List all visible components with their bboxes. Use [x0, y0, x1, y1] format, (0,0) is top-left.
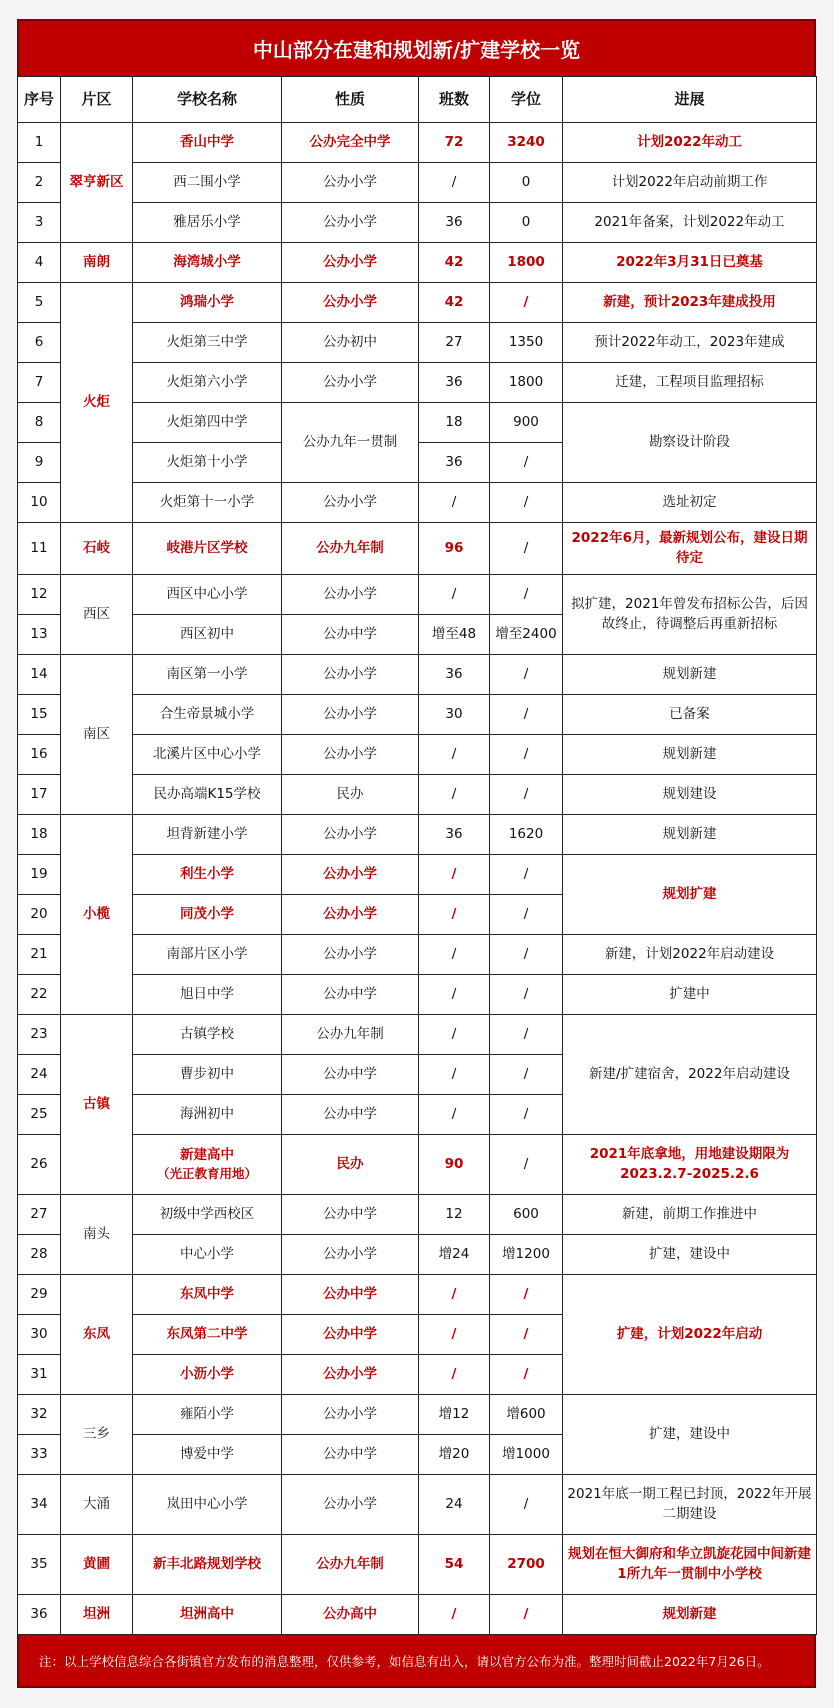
classes-cell: 增24	[419, 1235, 490, 1275]
classes-cell: 30	[419, 695, 490, 735]
school-name-cell: 旭日中学	[133, 975, 282, 1015]
header-row	[18, 77, 817, 123]
row-number: 8	[18, 403, 61, 443]
row-number: 11	[18, 523, 61, 575]
classes-cell: /	[419, 975, 490, 1015]
classes-cell: /	[419, 1595, 490, 1635]
row-number: 35	[18, 1535, 61, 1595]
row-number: 36	[18, 1595, 61, 1635]
classes-cell: 36	[419, 655, 490, 695]
header-no: 序号	[18, 77, 61, 123]
nature-cell: 公办小学	[282, 1355, 419, 1395]
school-name-cell: 岐港片区学校	[133, 523, 282, 575]
nature-cell: 民办	[282, 775, 419, 815]
nature-cell: 公办小学	[282, 695, 419, 735]
school-name-cell: 香山中学	[133, 123, 282, 163]
school-name-cell: 东凤第二中学	[133, 1315, 282, 1355]
progress-cell: 拟扩建，2021年曾发布招标公告，后因故终止，待调整后再重新招标	[563, 575, 817, 655]
school-name-cell: 雅居乐小学	[133, 203, 282, 243]
classes-cell: /	[419, 735, 490, 775]
nature-cell: 公办中学	[282, 615, 419, 655]
school-name-cell: 新丰北路规划学校	[133, 1535, 282, 1595]
progress-cell: 迁建，工程项目监理招标	[563, 363, 817, 403]
nature-cell: 公办九年一贯制	[282, 403, 419, 483]
classes-cell: 42	[419, 283, 490, 323]
classes-cell: /	[419, 1095, 490, 1135]
classes-cell: 42	[419, 243, 490, 283]
school-name-cell: 坦背新建小学	[133, 815, 282, 855]
school-name-cell: 西二围小学	[133, 163, 282, 203]
school-name-cell	[133, 1135, 282, 1195]
nature-cell: 公办九年制	[282, 523, 419, 575]
nature-cell: 公办中学	[282, 975, 419, 1015]
classes-cell: /	[419, 575, 490, 615]
progress-cell: 计划2022年动工	[563, 123, 817, 163]
row-number: 23	[18, 1015, 61, 1055]
header-classes: 班数	[419, 77, 490, 123]
district-cell: 大涌	[61, 1475, 133, 1535]
table-row	[18, 935, 817, 975]
table-row	[18, 123, 817, 163]
row-number: 27	[18, 1195, 61, 1235]
school-name-cell: 小沥小学	[133, 1355, 282, 1395]
classes-cell: 12	[419, 1195, 490, 1235]
school-name-cell: 坦洲高中	[133, 1595, 282, 1635]
school-name-cell: 鸿瑞小学	[133, 283, 282, 323]
seats-cell: 1800	[490, 243, 563, 283]
progress-cell: 扩建，建设中	[563, 1395, 817, 1475]
table-row	[18, 363, 817, 403]
classes-cell: 18	[419, 403, 490, 443]
table-row	[18, 775, 817, 815]
table-row	[18, 1595, 817, 1635]
row-number: 5	[18, 283, 61, 323]
seats-cell: /	[490, 443, 563, 483]
header-school-name: 学校名称	[133, 77, 282, 123]
table-row	[18, 483, 817, 523]
progress-cell: 新建，预计2023年建成投用	[563, 283, 817, 323]
seats-cell: 增600	[490, 1395, 563, 1435]
seats-cell: /	[490, 523, 563, 575]
district-cell: 石岐	[61, 523, 133, 575]
nature-cell: 公办九年制	[282, 1015, 419, 1055]
row-number: 16	[18, 735, 61, 775]
school-name-cell: 北溪片区中心小学	[133, 735, 282, 775]
school-list-sheet	[17, 19, 816, 1688]
row-number: 20	[18, 895, 61, 935]
seats-cell: /	[490, 1355, 563, 1395]
school-name-cell: 海洲初中	[133, 1095, 282, 1135]
nature-cell: 公办小学	[282, 363, 419, 403]
row-number: 4	[18, 243, 61, 283]
seats-cell: /	[490, 1275, 563, 1315]
seats-cell: /	[490, 1595, 563, 1635]
progress-cell: 规划扩建	[563, 855, 817, 935]
district-cell: 南区	[61, 655, 133, 815]
nature-cell: 公办小学	[282, 243, 419, 283]
school-name-cell: 火炬第十一小学	[133, 483, 282, 523]
seats-cell: /	[490, 735, 563, 775]
school-table	[17, 76, 817, 1635]
row-number: 19	[18, 855, 61, 895]
progress-cell: 勘察设计阶段	[563, 403, 817, 483]
table-row	[18, 1235, 817, 1275]
seats-cell: 0	[490, 203, 563, 243]
school-name-cell: 西区中心小学	[133, 575, 282, 615]
district-cell: 古镇	[61, 1015, 133, 1195]
table-row	[18, 695, 817, 735]
classes-cell: 96	[419, 523, 490, 575]
table-row	[18, 243, 817, 283]
row-number: 2	[18, 163, 61, 203]
progress-cell: 2022年6月，最新规划公布，建设日期待定	[563, 523, 817, 575]
nature-cell: 公办小学	[282, 483, 419, 523]
school-name-cell: 火炬第十小学	[133, 443, 282, 483]
classes-cell: /	[419, 1055, 490, 1095]
progress-cell: 2021年底拿地，用地建设期限为2023.2.7-2025.2.6	[563, 1135, 817, 1195]
seats-cell: /	[490, 655, 563, 695]
school-name-cell: 合生帝景城小学	[133, 695, 282, 735]
row-number: 17	[18, 775, 61, 815]
seats-cell: 900	[490, 403, 563, 443]
row-number: 29	[18, 1275, 61, 1315]
row-number: 22	[18, 975, 61, 1015]
seats-cell: 600	[490, 1195, 563, 1235]
table-row	[18, 1475, 817, 1535]
classes-cell: 增20	[419, 1435, 490, 1475]
seats-cell: 0	[490, 163, 563, 203]
school-name-note: （光正教育用地）	[156, 1166, 257, 1182]
row-number: 32	[18, 1395, 61, 1435]
school-name-cell: 岚田中心小学	[133, 1475, 282, 1535]
nature-cell: 公办小学	[282, 855, 419, 895]
row-number: 33	[18, 1435, 61, 1475]
header-district: 片区	[61, 77, 133, 123]
nature-cell: 公办小学	[282, 575, 419, 615]
row-number: 18	[18, 815, 61, 855]
seats-cell: /	[490, 935, 563, 975]
progress-cell: 扩建，建设中	[563, 1235, 817, 1275]
nature-cell: 公办九年制	[282, 1535, 419, 1595]
row-number: 9	[18, 443, 61, 483]
table-row	[18, 323, 817, 363]
classes-cell: /	[419, 483, 490, 523]
classes-cell: /	[419, 1315, 490, 1355]
nature-cell: 公办小学	[282, 1395, 419, 1435]
row-number: 26	[18, 1135, 61, 1195]
nature-cell: 公办小学	[282, 815, 419, 855]
school-name-cell: 海湾城小学	[133, 243, 282, 283]
classes-cell: /	[419, 1275, 490, 1315]
nature-cell: 公办小学	[282, 935, 419, 975]
school-name-cell: 初级中学西校区	[133, 1195, 282, 1235]
school-name-cell: 曹步初中	[133, 1055, 282, 1095]
seats-cell: /	[490, 1135, 563, 1195]
progress-cell: 2022年3月31日已奠基	[563, 243, 817, 283]
table-row	[18, 1395, 817, 1435]
nature-cell: 公办小学	[282, 735, 419, 775]
nature-cell: 公办中学	[282, 1055, 419, 1095]
seats-cell: /	[490, 1315, 563, 1355]
seats-cell: 1800	[490, 363, 563, 403]
table-row	[18, 283, 817, 323]
school-name-cell: 火炬第六小学	[133, 363, 282, 403]
row-number: 10	[18, 483, 61, 523]
school-name: 新建高中	[180, 1146, 234, 1163]
seats-cell: /	[490, 283, 563, 323]
progress-cell: 2021年底一期工程已封顶，2022年开展二期建设	[563, 1475, 817, 1535]
nature-cell: 公办小学	[282, 655, 419, 695]
classes-cell: 24	[419, 1475, 490, 1535]
progress-cell: 选址初定	[563, 483, 817, 523]
district-cell: 黄圃	[61, 1535, 133, 1595]
classes-cell: 增至48	[419, 615, 490, 655]
footnote: 注：以上学校信息综合各街镇官方发布的消息整理，仅供参考，如信息有出入，请以官方公布为准。整理时间截止2022年7月26日。	[17, 1635, 816, 1688]
classes-cell: /	[419, 1355, 490, 1395]
district-cell: 南头	[61, 1195, 133, 1275]
progress-cell: 计划2022年启动前期工作	[563, 163, 817, 203]
row-number: 1	[18, 123, 61, 163]
classes-cell: 36	[419, 203, 490, 243]
progress-cell: 规划建设	[563, 775, 817, 815]
row-number: 15	[18, 695, 61, 735]
classes-cell: 36	[419, 443, 490, 483]
progress-cell: 已备案	[563, 695, 817, 735]
table-row	[18, 655, 817, 695]
district-cell: 东凤	[61, 1275, 133, 1395]
school-name-cell: 利生小学	[133, 855, 282, 895]
header-nature: 性质	[282, 77, 419, 123]
progress-cell: 规划新建	[563, 735, 817, 775]
progress-cell: 规划新建	[563, 1595, 817, 1635]
classes-cell: 72	[419, 123, 490, 163]
row-number: 6	[18, 323, 61, 363]
seats-cell: 1620	[490, 815, 563, 855]
seats-cell: /	[490, 483, 563, 523]
row-number: 28	[18, 1235, 61, 1275]
district-cell: 南朗	[61, 243, 133, 283]
seats-cell: /	[490, 575, 563, 615]
nature-cell: 公办高中	[282, 1595, 419, 1635]
table-row	[18, 523, 817, 575]
district-cell: 西区	[61, 575, 133, 655]
classes-cell: /	[419, 775, 490, 815]
school-name-cell: 雍陌小学	[133, 1395, 282, 1435]
classes-cell: /	[419, 895, 490, 935]
school-name-cell: 民办高端K15学校	[133, 775, 282, 815]
school-name-cell: 火炬第四中学	[133, 403, 282, 443]
seats-cell: /	[490, 1055, 563, 1095]
classes-cell: 27	[419, 323, 490, 363]
seats-cell: 1350	[490, 323, 563, 363]
table-row	[18, 1535, 817, 1595]
school-name-cell: 古镇学校	[133, 1015, 282, 1055]
nature-cell: 公办完全中学	[282, 123, 419, 163]
nature-cell: 公办小学	[282, 163, 419, 203]
row-number: 21	[18, 935, 61, 975]
table-row	[18, 1015, 817, 1055]
classes-cell: 36	[419, 363, 490, 403]
progress-cell: 新建，前期工作推进中	[563, 1195, 817, 1235]
classes-cell: 90	[419, 1135, 490, 1195]
header-seats: 学位	[490, 77, 563, 123]
school-name-cell: 中心小学	[133, 1235, 282, 1275]
row-number: 12	[18, 575, 61, 615]
school-name-cell: 火炬第三中学	[133, 323, 282, 363]
seats-cell: 3240	[490, 123, 563, 163]
school-name-cell: 西区初中	[133, 615, 282, 655]
seats-cell: 增至2400	[490, 615, 563, 655]
nature-cell: 公办小学	[282, 283, 419, 323]
progress-cell: 2021年备案，计划2022年动工	[563, 203, 817, 243]
school-name-cell: 博爱中学	[133, 1435, 282, 1475]
nature-cell: 民办	[282, 1135, 419, 1195]
row-number: 14	[18, 655, 61, 695]
school-name-cell: 南区第一小学	[133, 655, 282, 695]
seats-cell: 增1200	[490, 1235, 563, 1275]
progress-cell: 规划新建	[563, 815, 817, 855]
row-number: 34	[18, 1475, 61, 1535]
row-number: 24	[18, 1055, 61, 1095]
school-name-cell: 东凤中学	[133, 1275, 282, 1315]
progress-cell: 扩建中	[563, 975, 817, 1015]
table-row	[18, 855, 817, 895]
row-number: 30	[18, 1315, 61, 1355]
progress-cell: 规划在恒大御府和华立凯旋花园中间新建1所九年一贯制中小学校	[563, 1535, 817, 1595]
table-row	[18, 735, 817, 775]
seats-cell: /	[490, 695, 563, 735]
header-progress: 进展	[563, 77, 817, 123]
seats-cell: /	[490, 895, 563, 935]
seats-cell: /	[490, 775, 563, 815]
seats-cell: /	[490, 855, 563, 895]
district-cell: 三乡	[61, 1395, 133, 1475]
classes-cell: /	[419, 855, 490, 895]
nature-cell: 公办小学	[282, 1475, 419, 1535]
table-row	[18, 975, 817, 1015]
table-row	[18, 403, 817, 443]
nature-cell: 公办中学	[282, 1315, 419, 1355]
nature-cell: 公办中学	[282, 1275, 419, 1315]
seats-cell: 2700	[490, 1535, 563, 1595]
school-name-cell: 同茂小学	[133, 895, 282, 935]
table-row	[18, 203, 817, 243]
nature-cell: 公办小学	[282, 203, 419, 243]
progress-cell: 扩建，计划2022年启动	[563, 1275, 817, 1395]
classes-cell: 增12	[419, 1395, 490, 1435]
seats-cell: /	[490, 1475, 563, 1535]
table-row	[18, 575, 817, 615]
progress-cell: 新建/扩建宿舍，2022年启动建设	[563, 1015, 817, 1135]
district-cell: 翠亨新区	[61, 123, 133, 243]
classes-cell: /	[419, 163, 490, 203]
district-cell: 火炬	[61, 283, 133, 523]
table-row	[18, 163, 817, 203]
table-row	[18, 1275, 817, 1315]
nature-cell: 公办小学	[282, 1235, 419, 1275]
seats-cell: /	[490, 975, 563, 1015]
nature-cell: 公办初中	[282, 323, 419, 363]
seats-cell: 增1000	[490, 1435, 563, 1475]
nature-cell: 公办中学	[282, 1435, 419, 1475]
row-number: 7	[18, 363, 61, 403]
nature-cell: 公办中学	[282, 1195, 419, 1235]
row-number: 25	[18, 1095, 61, 1135]
progress-cell: 预计2022年动工，2023年建成	[563, 323, 817, 363]
classes-cell: 36	[419, 815, 490, 855]
seats-cell: /	[490, 1095, 563, 1135]
sheet-title: 中山部分在建和规划新/扩建学校一览	[17, 19, 816, 76]
table-row	[18, 815, 817, 855]
classes-cell: /	[419, 935, 490, 975]
progress-cell: 规划新建	[563, 655, 817, 695]
row-number: 3	[18, 203, 61, 243]
district-cell: 坦洲	[61, 1595, 133, 1635]
district-cell: 小榄	[61, 815, 133, 1015]
classes-cell: 54	[419, 1535, 490, 1595]
seats-cell: /	[490, 1015, 563, 1055]
row-number: 31	[18, 1355, 61, 1395]
table-row	[18, 1135, 817, 1195]
classes-cell: /	[419, 1015, 490, 1055]
row-number: 13	[18, 615, 61, 655]
nature-cell: 公办中学	[282, 1095, 419, 1135]
table-row	[18, 1195, 817, 1235]
school-name-cell: 南部片区小学	[133, 935, 282, 975]
progress-cell: 新建，计划2022年启动建设	[563, 935, 817, 975]
nature-cell: 公办小学	[282, 895, 419, 935]
